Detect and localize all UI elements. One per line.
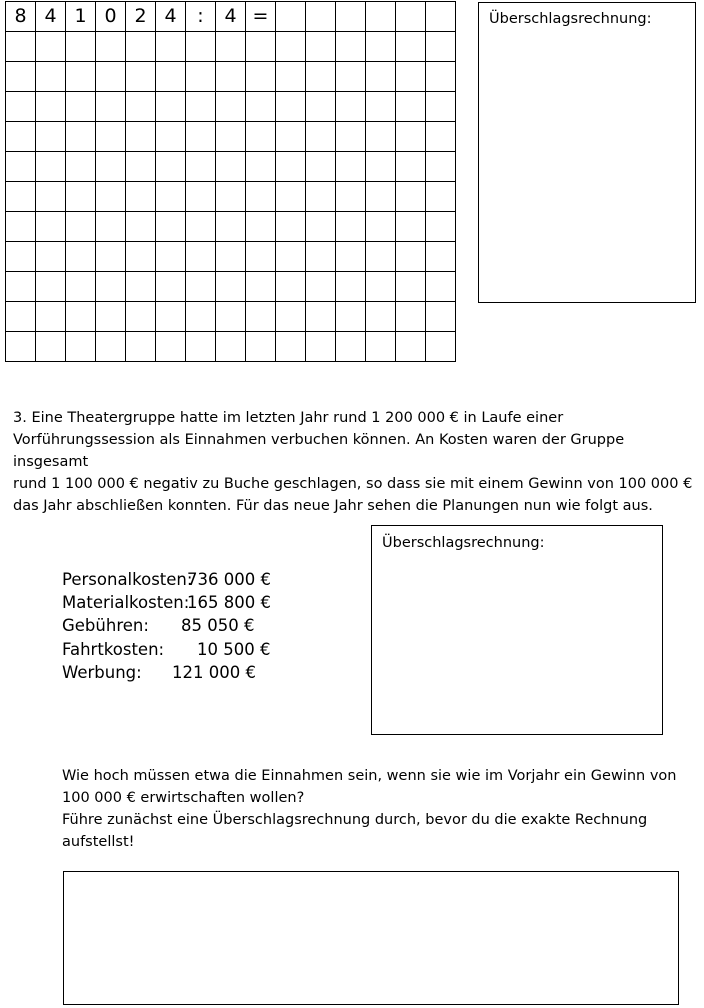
question-line: 100 000 € erwirtschaften wollen? xyxy=(62,790,305,806)
cost-value: 165 800 € xyxy=(187,593,271,613)
grid-cell[interactable] xyxy=(216,32,246,62)
estimate-label-middle: Überschlagsrechnung: xyxy=(382,535,545,551)
cost-label: Fahrtkosten: xyxy=(62,639,165,659)
grid-cell[interactable] xyxy=(306,32,336,62)
grid-cell[interactable] xyxy=(126,62,156,92)
grid-cell[interactable] xyxy=(426,32,456,62)
grid-cell[interactable] xyxy=(66,182,96,212)
task-line: Vorführungssession als Einnahmen verbuchen können. An Kosten waren der Gruppe insgesamt xyxy=(13,432,625,470)
cost-value: 736 000 € xyxy=(187,570,271,589)
grid-cell[interactable] xyxy=(156,302,186,332)
estimate-box-middle[interactable] xyxy=(371,525,663,735)
grid-cell[interactable] xyxy=(396,242,426,272)
grid-row xyxy=(6,182,456,212)
grid-cell[interactable] xyxy=(186,152,216,182)
grid-cell[interactable] xyxy=(336,122,366,152)
grid-cell[interactable] xyxy=(126,302,156,332)
grid-cell[interactable] xyxy=(276,302,306,332)
grid-cell[interactable] xyxy=(396,182,426,212)
grid-cell[interactable] xyxy=(306,272,336,302)
grid-cell[interactable] xyxy=(426,332,456,362)
grid-cell[interactable] xyxy=(126,272,156,302)
grid-cell[interactable] xyxy=(426,302,456,332)
grid-cell[interactable] xyxy=(126,92,156,122)
grid-row xyxy=(6,62,456,92)
grid-row xyxy=(6,272,456,302)
grid-cell[interactable] xyxy=(36,122,66,152)
task-line: 3. Eine Theatergruppe hatte im letzten Jahr rund 1 200 000 € in Laufe einer xyxy=(13,410,564,426)
grid-cell[interactable] xyxy=(336,272,366,302)
grid-cell[interactable] xyxy=(306,92,336,122)
grid-cell[interactable] xyxy=(186,302,216,332)
grid-cell[interactable] xyxy=(306,182,336,212)
grid-cell[interactable] xyxy=(216,92,246,122)
grid-cell[interactable] xyxy=(426,122,456,152)
grid-cell[interactable]: 1 xyxy=(66,2,96,32)
grid-cell[interactable] xyxy=(156,32,186,62)
estimate-box-top[interactable] xyxy=(478,2,696,303)
grid-cell[interactable] xyxy=(96,332,126,362)
grid-cell[interactable] xyxy=(246,92,276,122)
grid-cell[interactable] xyxy=(36,32,66,62)
grid-cell[interactable] xyxy=(36,62,66,92)
grid-cell[interactable] xyxy=(156,62,186,92)
grid-cell[interactable] xyxy=(276,92,306,122)
grid-cell[interactable] xyxy=(396,302,426,332)
grid-cell[interactable] xyxy=(306,332,336,362)
grid-cell[interactable] xyxy=(246,182,276,212)
grid-cell[interactable] xyxy=(396,332,426,362)
grid-cell[interactable] xyxy=(276,2,306,32)
grid-cell[interactable] xyxy=(216,242,246,272)
grid-cell[interactable] xyxy=(216,182,246,212)
grid-cell[interactable] xyxy=(96,62,126,92)
grid-cell[interactable] xyxy=(396,62,426,92)
grid-cell[interactable] xyxy=(336,62,366,92)
grid-cell[interactable] xyxy=(336,212,366,242)
grid-cell[interactable]: 4 xyxy=(156,2,186,32)
grid-cell[interactable] xyxy=(396,2,426,32)
grid-cell[interactable] xyxy=(6,212,36,242)
grid-cell[interactable] xyxy=(96,272,126,302)
grid-cell[interactable] xyxy=(306,62,336,92)
grid-cell[interactable] xyxy=(306,302,336,332)
grid-cell[interactable] xyxy=(186,32,216,62)
grid-cell[interactable] xyxy=(396,152,426,182)
grid-cell[interactable] xyxy=(276,152,306,182)
grid-cell[interactable] xyxy=(96,212,126,242)
grid-cell[interactable] xyxy=(216,332,246,362)
grid-cell[interactable] xyxy=(246,32,276,62)
grid-cell[interactable] xyxy=(66,62,96,92)
grid-cell[interactable] xyxy=(126,32,156,62)
task-line: rund 1 100 000 € negativ zu Buche geschlagen, so dass sie mit einem Gewinn von 100 000 € xyxy=(13,476,693,492)
grid-cell[interactable] xyxy=(396,212,426,242)
grid-cell[interactable] xyxy=(36,92,66,122)
grid-cell[interactable] xyxy=(36,302,66,332)
question-line: aufstellst! xyxy=(62,834,135,850)
grid-cell[interactable] xyxy=(366,242,396,272)
grid-cell[interactable] xyxy=(96,302,126,332)
grid-cell[interactable] xyxy=(156,182,186,212)
grid-cell[interactable] xyxy=(366,182,396,212)
grid-cell[interactable]: 2 xyxy=(126,2,156,32)
grid-cell[interactable] xyxy=(246,272,276,302)
grid-cell[interactable]: 4 xyxy=(36,2,66,32)
grid-cell[interactable] xyxy=(6,242,36,272)
grid-row xyxy=(6,92,456,122)
grid-cell[interactable] xyxy=(6,92,36,122)
grid-cell[interactable] xyxy=(336,2,366,32)
grid-cell[interactable] xyxy=(336,182,366,212)
grid-cell[interactable] xyxy=(306,122,336,152)
grid-cell[interactable] xyxy=(216,272,246,302)
grid-cell[interactable] xyxy=(96,32,126,62)
grid-cell[interactable] xyxy=(186,182,216,212)
grid-cell[interactable] xyxy=(156,242,186,272)
grid-cell[interactable] xyxy=(96,122,126,152)
grid-cell[interactable] xyxy=(156,92,186,122)
grid-row xyxy=(6,32,456,62)
grid-cell[interactable] xyxy=(186,212,216,242)
grid-row xyxy=(6,122,456,152)
grid-cell[interactable] xyxy=(36,242,66,272)
grid-cell[interactable] xyxy=(66,242,96,272)
grid-cell[interactable] xyxy=(186,62,216,92)
grid-cell[interactable] xyxy=(156,212,186,242)
question-line: Wie hoch müssen etwa die Einnahmen sein, wenn sie wie im Vorjahr ein Gewinn von xyxy=(62,768,677,784)
grid-cell[interactable] xyxy=(6,32,36,62)
grid-cell[interactable] xyxy=(426,242,456,272)
grid-cell[interactable] xyxy=(6,272,36,302)
grid-cell[interactable] xyxy=(426,182,456,212)
grid-cell[interactable] xyxy=(396,272,426,302)
grid-cell[interactable] xyxy=(246,122,276,152)
grid-cell[interactable] xyxy=(126,212,156,242)
cost-label: Gebühren: xyxy=(62,616,149,636)
grid-cell[interactable] xyxy=(96,242,126,272)
grid-cell[interactable]: 4 xyxy=(216,2,246,32)
grid-cell[interactable] xyxy=(6,62,36,92)
grid-cell[interactable] xyxy=(6,122,36,152)
grid-cell[interactable] xyxy=(66,152,96,182)
grid-cell[interactable] xyxy=(246,332,276,362)
grid-row xyxy=(6,332,456,362)
grid-cell[interactable] xyxy=(366,62,396,92)
grid-cell[interactable] xyxy=(156,272,186,302)
grid-cell[interactable] xyxy=(246,212,276,242)
grid-cell[interactable] xyxy=(426,62,456,92)
grid-cell[interactable] xyxy=(36,332,66,362)
grid-cell[interactable] xyxy=(186,92,216,122)
grid-cell[interactable] xyxy=(306,242,336,272)
grid-cell[interactable] xyxy=(306,212,336,242)
grid-cell[interactable] xyxy=(276,212,306,242)
grid-cell[interactable] xyxy=(426,272,456,302)
grid-cell[interactable] xyxy=(6,332,36,362)
grid-row xyxy=(6,212,456,242)
grid-cell[interactable] xyxy=(366,2,396,32)
grid-cell[interactable] xyxy=(426,92,456,122)
grid-cell[interactable] xyxy=(156,122,186,152)
cost-value: 10 500 € xyxy=(197,639,271,659)
grid-cell[interactable] xyxy=(216,302,246,332)
grid-cell[interactable] xyxy=(126,182,156,212)
grid-cell[interactable] xyxy=(156,152,186,182)
grid-cell[interactable] xyxy=(66,272,96,302)
grid-cell[interactable] xyxy=(276,122,306,152)
task-description xyxy=(13,407,693,517)
grid-cell[interactable] xyxy=(6,152,36,182)
grid-cell[interactable] xyxy=(186,122,216,152)
grid-cell[interactable] xyxy=(66,92,96,122)
grid-row xyxy=(6,242,456,272)
grid-cell[interactable] xyxy=(126,152,156,182)
grid-cell[interactable] xyxy=(366,122,396,152)
grid-cell[interactable] xyxy=(216,62,246,92)
grid-cell[interactable] xyxy=(366,302,396,332)
grid-cell[interactable] xyxy=(336,152,366,182)
grid-cell[interactable]: = xyxy=(246,2,276,32)
calculation-grid xyxy=(5,1,456,362)
cost-value: 85 050 € xyxy=(181,616,255,636)
grid-cell[interactable] xyxy=(216,152,246,182)
grid-cell[interactable] xyxy=(126,332,156,362)
grid-cell[interactable] xyxy=(96,92,126,122)
cost-label: Materialkosten: xyxy=(62,593,190,613)
grid-cell[interactable] xyxy=(156,332,186,362)
grid-row xyxy=(6,2,456,32)
grid-cell[interactable] xyxy=(66,302,96,332)
grid-cell[interactable] xyxy=(246,302,276,332)
grid-cell[interactable] xyxy=(36,212,66,242)
grid-cell[interactable] xyxy=(66,212,96,242)
grid-cell[interactable] xyxy=(366,32,396,62)
grid-cell[interactable] xyxy=(66,122,96,152)
grid-cell[interactable] xyxy=(36,272,66,302)
grid-cell[interactable] xyxy=(336,92,366,122)
grid-cell[interactable] xyxy=(396,32,426,62)
grid-cell[interactable] xyxy=(186,272,216,302)
grid-cell[interactable] xyxy=(96,182,126,212)
grid-cell[interactable] xyxy=(276,272,306,302)
grid-cell[interactable] xyxy=(366,92,396,122)
cost-label: Personalkosten: xyxy=(62,570,193,589)
grid-cell[interactable] xyxy=(186,242,216,272)
grid-cell[interactable] xyxy=(336,32,366,62)
question-line: Führe zunächst eine Überschlagsrechnung durch, bevor du die exakte Rechnung xyxy=(62,812,648,828)
grid-cell[interactable] xyxy=(36,152,66,182)
grid-cell[interactable] xyxy=(66,32,96,62)
grid-cell[interactable] xyxy=(186,332,216,362)
answer-box[interactable] xyxy=(63,871,679,1005)
grid-cell[interactable] xyxy=(306,2,336,32)
grid-cell[interactable] xyxy=(6,302,36,332)
grid-cell[interactable] xyxy=(366,152,396,182)
cost-label: Werbung: xyxy=(62,662,142,682)
grid-cell[interactable]: : xyxy=(186,2,216,32)
grid-cell[interactable] xyxy=(366,332,396,362)
grid-cell[interactable] xyxy=(6,182,36,212)
grid-cell[interactable] xyxy=(366,272,396,302)
grid-cell[interactable] xyxy=(396,122,426,152)
cost-value: 121 000 € xyxy=(172,662,256,682)
grid-cell[interactable] xyxy=(336,332,366,362)
grid-cell[interactable] xyxy=(96,152,126,182)
grid-cell[interactable] xyxy=(426,212,456,242)
question-text xyxy=(62,765,682,853)
grid-cell[interactable] xyxy=(396,92,426,122)
grid-cell[interactable] xyxy=(126,122,156,152)
grid-cell[interactable] xyxy=(246,242,276,272)
grid-cell[interactable] xyxy=(246,62,276,92)
grid-cell[interactable] xyxy=(336,302,366,332)
grid-row xyxy=(6,152,456,182)
grid-cell[interactable] xyxy=(426,152,456,182)
grid-cell[interactable] xyxy=(66,332,96,362)
grid-cell[interactable] xyxy=(336,242,366,272)
task-line: das Jahr abschließen konnten. Für das neue Jahr sehen die Planungen nun wie folgt aus. xyxy=(13,498,653,514)
grid-row xyxy=(6,302,456,332)
grid-cell[interactable] xyxy=(246,152,276,182)
grid-cell[interactable] xyxy=(216,122,246,152)
grid-cell[interactable] xyxy=(126,242,156,272)
grid-cell[interactable]: 0 xyxy=(96,2,126,32)
grid-cell[interactable] xyxy=(216,212,246,242)
estimate-label-top: Überschlagsrechnung: xyxy=(489,11,652,27)
grid-cell[interactable] xyxy=(276,62,306,92)
grid-cell[interactable] xyxy=(276,332,306,362)
grid-cell[interactable] xyxy=(426,2,456,32)
grid-cell[interactable] xyxy=(276,242,306,272)
grid-cell[interactable] xyxy=(306,152,336,182)
grid-cell[interactable] xyxy=(36,182,66,212)
grid-cell[interactable] xyxy=(276,182,306,212)
grid-cell[interactable] xyxy=(366,212,396,242)
grid-cell[interactable] xyxy=(276,32,306,62)
grid-cell[interactable]: 8 xyxy=(6,2,36,32)
